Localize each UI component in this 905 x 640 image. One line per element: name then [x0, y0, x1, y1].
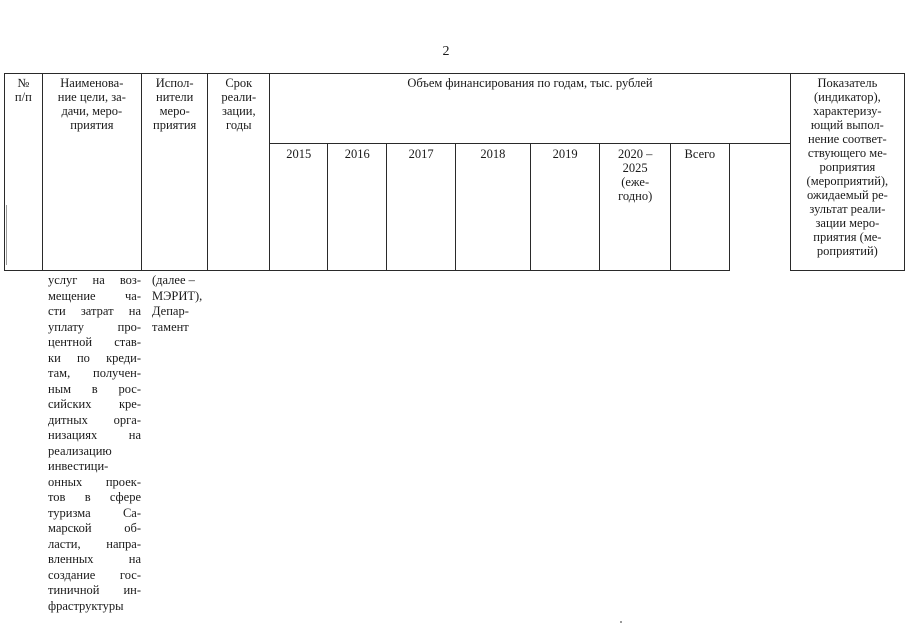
- year-2017: 2017: [387, 144, 456, 271]
- header-number: № п/п: [5, 74, 43, 271]
- header-name: Наименова- ние цели, за- дачи, меро- приятия: [42, 74, 141, 271]
- header-total: Всего: [671, 144, 730, 271]
- financing-table: [4, 73, 905, 271]
- executor-text: (далее – МЭРИТ), Депар- тамент: [152, 273, 203, 334]
- header-executors: Испол- нители меро- приятия: [141, 74, 207, 271]
- year-2015: 2015: [270, 144, 328, 271]
- page-number: 2: [442, 44, 450, 59]
- scan-mark: [6, 205, 7, 265]
- header-financing: Объем финансирования по годам, тыс. рублей: [270, 74, 791, 144]
- scan-speck: [620, 621, 622, 623]
- year-2018: 2018: [455, 144, 530, 271]
- year-range-2020-2025: 2020 – 2025 (еже- годно): [600, 144, 671, 271]
- measure-name-text: услуг на воз- мещение ча- сти затрат на уплату про- центной став- ки по креди- там, получен- ным в рос- сийских кре- дитных орга- низациях на реализацию инвестици- онных проек- тов в сфере туризма Са- марской об- ласти, напра- вленных на создание гос- тиничной ин- фраструктуры: [48, 273, 141, 613]
- year-2016: 2016: [328, 144, 387, 271]
- header-indicator: Показатель (индикатор), характеризу- ющий выпол- нение соответ- ствующего ме- роприятия (мероприятий), ожидаемый ре- зультат реали- зации меро- приятия (ме- роприятий): [790, 74, 904, 271]
- header-term: Срок реали- зации, годы: [208, 74, 270, 271]
- year-2019: 2019: [530, 144, 600, 271]
